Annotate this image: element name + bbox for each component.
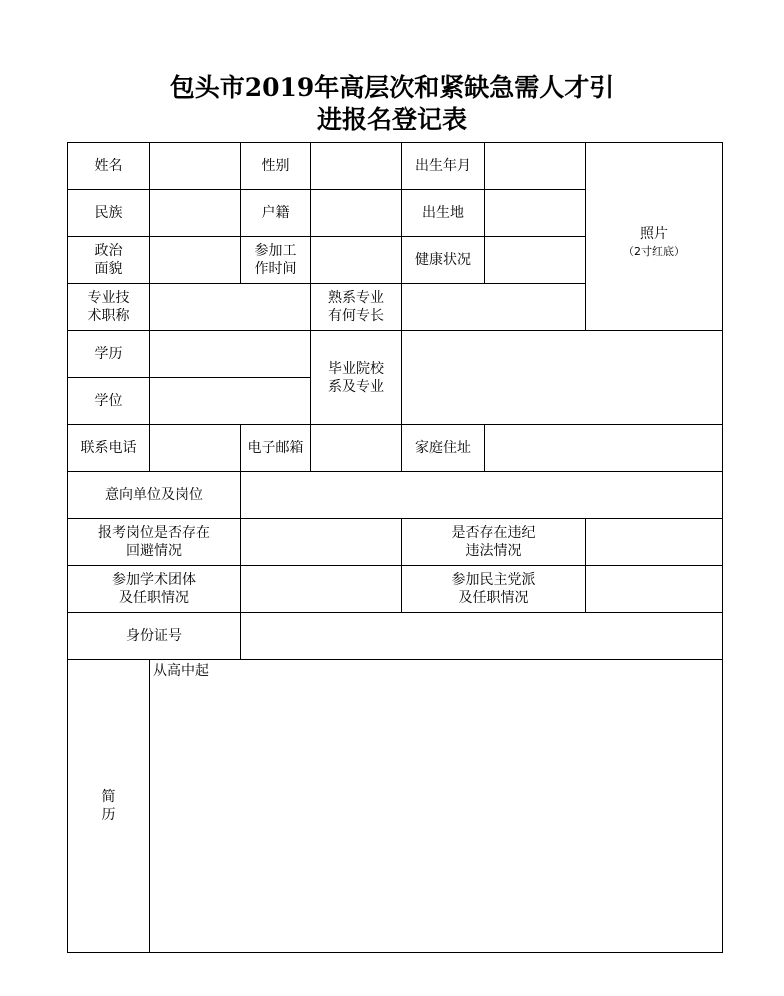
resume-field[interactable]: [150, 660, 722, 952]
birth-date-field[interactable]: [485, 143, 586, 190]
degree-field[interactable]: [150, 378, 311, 425]
label-school-major: 毕业院校 系及专业: [311, 331, 402, 425]
birthplace-field[interactable]: [485, 190, 586, 237]
hukou-field[interactable]: [311, 190, 402, 237]
school-major-field[interactable]: [402, 331, 722, 425]
photo-box[interactable]: [586, 143, 722, 331]
label-academic-groups: 参加学术团体 及任职情况: [68, 566, 241, 613]
label-email: 电子邮箱: [241, 425, 311, 472]
label-health: 健康状况: [402, 237, 485, 284]
education-field[interactable]: [150, 331, 311, 378]
label-name: 姓名: [68, 143, 150, 190]
resume-hint: 从高中起: [153, 663, 209, 679]
label-degree: 学位: [68, 378, 150, 425]
academic-groups-field[interactable]: [241, 566, 402, 613]
ethnicity-field[interactable]: [150, 190, 241, 237]
work-start-field[interactable]: [311, 237, 402, 284]
label-education: 学历: [68, 331, 150, 378]
political-status-field[interactable]: [150, 237, 241, 284]
id-number-field[interactable]: [241, 613, 722, 660]
label-id-number: 身份证号: [68, 613, 241, 660]
label-address: 家庭住址: [402, 425, 485, 472]
avoidance-field[interactable]: [241, 519, 402, 566]
label-gender: 性别: [241, 143, 311, 190]
label-ethnicity: 民族: [68, 190, 150, 237]
label-violation: 是否存在违纪 违法情况: [402, 519, 586, 566]
label-hukou: 户籍: [241, 190, 311, 237]
address-field[interactable]: [485, 425, 722, 472]
label-photo: 照片: [640, 225, 668, 242]
label-intended-unit: 意向单位及岗位: [68, 472, 241, 519]
label-specialty: 熟系专业 有何专长: [311, 284, 402, 331]
party-field[interactable]: [586, 566, 722, 613]
form-title-line-1: 包头市2019年高层次和紧缺急需人才引: [169, 73, 615, 102]
label-birthplace: 出生地: [402, 190, 485, 237]
label-work-start: 参加工 作时间: [241, 237, 311, 284]
form-title-line-2: 进报名登记表: [316, 105, 467, 134]
label-avoidance: 报考岗位是否存在 回避情况: [68, 519, 241, 566]
gender-field[interactable]: [311, 143, 402, 190]
label-professional-title: 专业技 术职称: [68, 284, 150, 331]
violation-field[interactable]: [586, 519, 722, 566]
phone-field[interactable]: [150, 425, 241, 472]
intended-unit-field[interactable]: [241, 472, 722, 519]
label-party: 参加民主党派 及任职情况: [402, 566, 586, 613]
name-field[interactable]: [150, 143, 241, 190]
label-resume: 简 历: [68, 660, 150, 952]
email-field[interactable]: [311, 425, 402, 472]
health-field[interactable]: [485, 237, 586, 284]
label-political-status: 政治 面貌: [68, 237, 150, 284]
specialty-field[interactable]: [402, 284, 586, 331]
photo-note: （2寸红底）: [623, 244, 685, 258]
professional-title-field[interactable]: [150, 284, 311, 331]
registration-form-table: [67, 142, 723, 953]
label-phone: 联系电话: [68, 425, 150, 472]
label-birth-date: 出生年月: [402, 143, 485, 190]
